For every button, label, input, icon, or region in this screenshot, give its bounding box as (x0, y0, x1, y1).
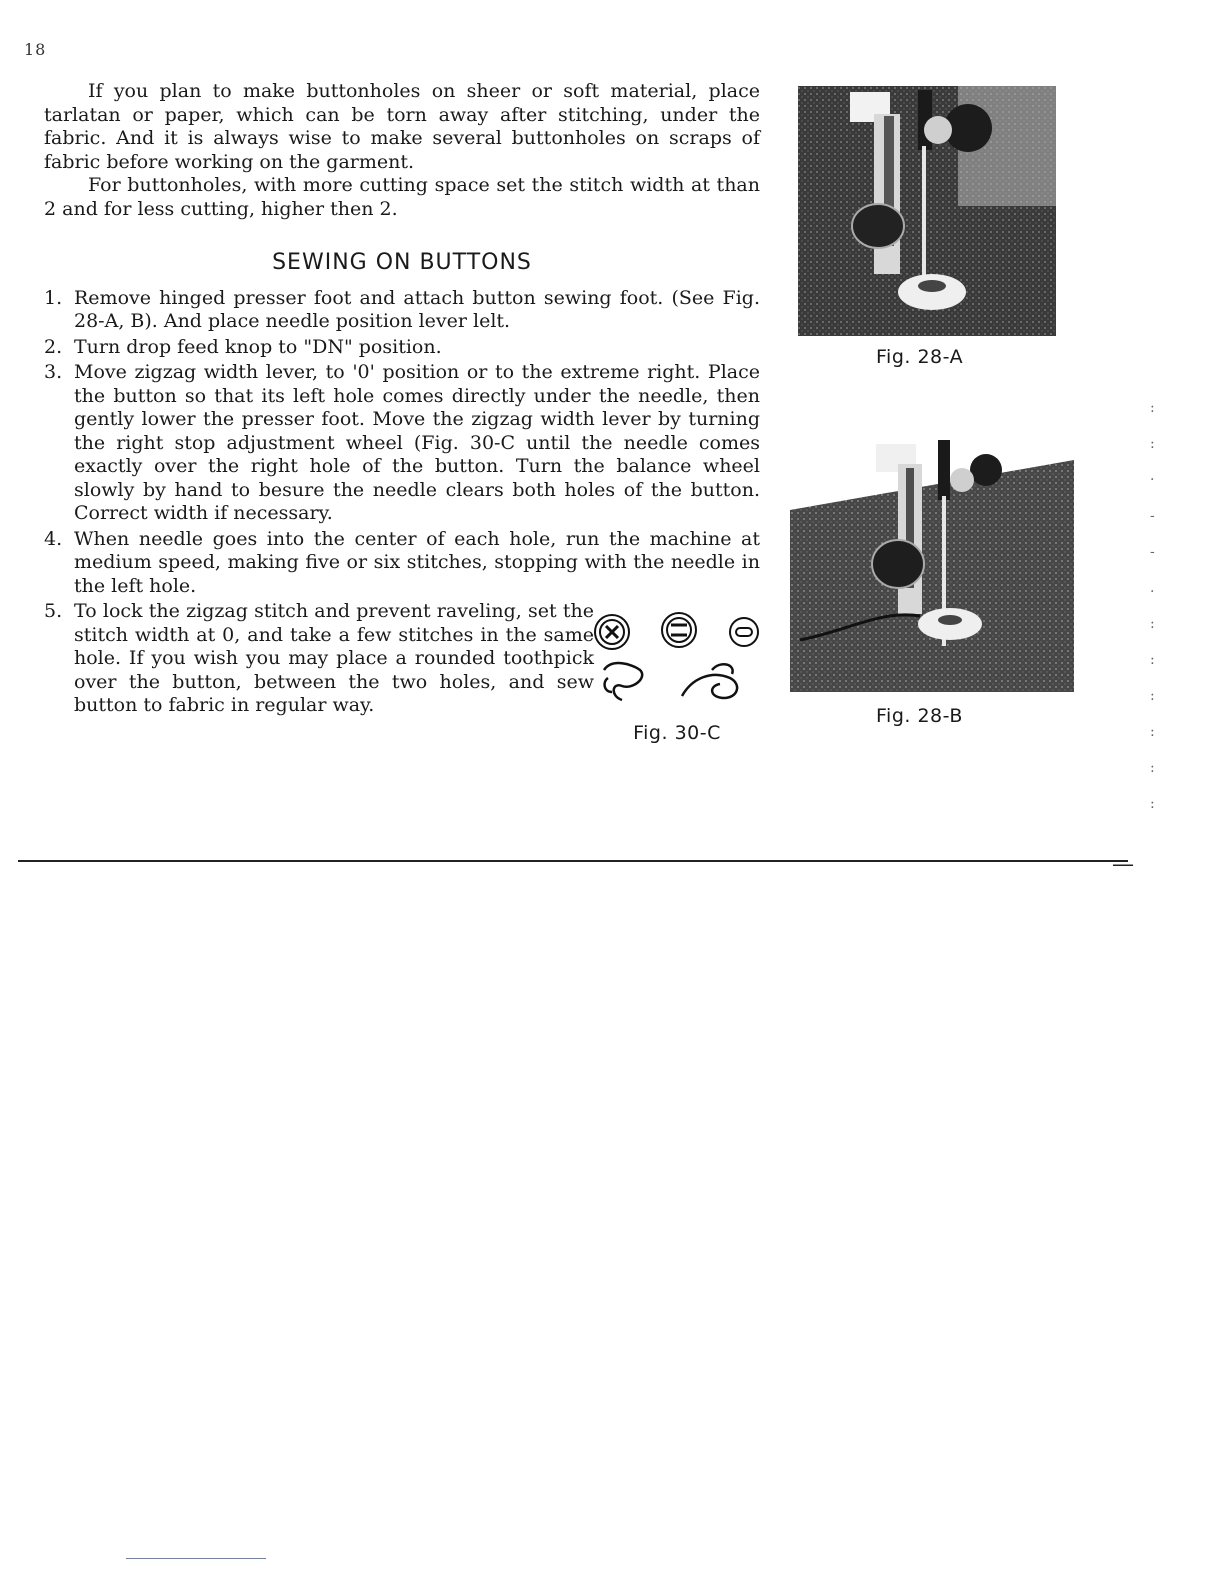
hook-and-eye-icon (604, 663, 737, 700)
shank-button-icon (730, 618, 758, 646)
step-number: 5. (44, 600, 63, 622)
photo-28a (798, 86, 1056, 336)
step-4 (44, 528, 760, 599)
bottom-underline (126, 1558, 266, 1559)
step-3 (44, 361, 760, 526)
intro-paragraph-2: For buttonholes, with more cutting space set the stitch width at than 2 and for less cutting, higher then 2. (44, 174, 760, 220)
figure-caption-28a: Fig. 28-A (876, 346, 964, 368)
step-text: Remove hinged presser foot and attach button sewing foot. (See Fig. 28-A, B). And place needle position lever lelt. (74, 286, 760, 332)
two-hole-button-icon (662, 613, 696, 647)
page-number: 18 (24, 40, 47, 59)
presser-foot-photo-a (798, 86, 1056, 336)
four-hole-button-icon (595, 615, 629, 649)
figure-30c (592, 608, 762, 744)
margin-speckles: : : · - - . : : : : : : (1150, 400, 1155, 812)
step-number: 3. (44, 361, 63, 383)
step-number: 4. (44, 527, 63, 550)
step-5 (44, 600, 594, 718)
intro-paragraph-1: If you plan to make buttonholes on sheer or soft material, place tarlatan or paper, which can be torn away after stitching, under the fabric. And it is always wise to make several buttonholes on scraps of fabric before working on the garment. (44, 80, 760, 173)
photo-28b (790, 440, 1074, 692)
divider-end-mark: — (1112, 852, 1134, 877)
figure-caption: Fig. 30-C (633, 722, 721, 744)
step-text: Move zigzag width lever, to '0' position or to the extreme right. Place the button so that its left hole comes directly under the needle, then gently lower the presser foot. Move the zigzag width lever by turning the right stop adjustment wheel (Fig. 30-C until the needle comes exactly over the right hole of the button. Turn the balance wheel slowly by hand to besure the needle clears both holes of the button. Correct width if necessary. (74, 361, 760, 524)
step-number: 2. (44, 335, 63, 358)
horizontal-divider (18, 860, 1128, 862)
buttons-illustration (592, 608, 762, 718)
step-number: 1. (44, 286, 63, 309)
step-1 (44, 287, 760, 334)
presser-foot-photo-b (790, 440, 1074, 692)
step-text: When needle goes into the center of each hole, run the machine at medium speed, making five or six stitches, stopping with the needle in the left hole. (74, 527, 760, 597)
figure-caption-28b: Fig. 28-B (876, 705, 963, 727)
section-title: SEWING ON BUTTONS (272, 250, 532, 275)
step-2 (44, 336, 760, 360)
step-text: Turn drop feed knop to "DN" position. (74, 335, 442, 358)
step-text: To lock the zigzag stitch and prevent raveling, set the stitch width at 0, and take a few stitches in the same hole. If you wish you may place a rounded toothpick over the button, between the two holes, and sew button to fabric in regular way. (74, 600, 594, 716)
